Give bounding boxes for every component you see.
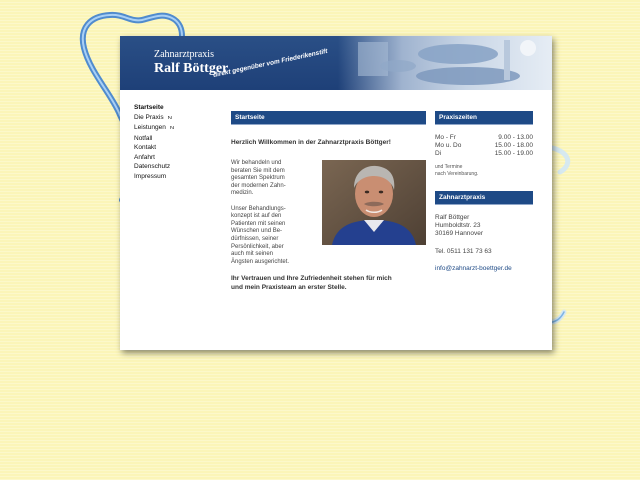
hours-day: Mo u. Do xyxy=(435,142,462,149)
nav-label: Impressum xyxy=(134,172,167,180)
closing-line: Ihr Vertrauen und Ihre Zufriedenheit stehen für mich xyxy=(231,275,392,282)
nav-label: Leistungen xyxy=(134,124,166,131)
main-content xyxy=(231,111,426,292)
dental-chair-photo xyxy=(338,36,552,90)
intro-line: gesamten Spektrum xyxy=(231,175,285,182)
intro-line: medizin. xyxy=(231,190,254,197)
contact-title-bar: Zahnarztpraxis xyxy=(435,191,533,205)
intro-line: konzept ist auf den xyxy=(231,213,282,220)
nav-item-kontakt[interactable] xyxy=(134,143,214,153)
brand-name: Ralf Böttger xyxy=(154,61,229,76)
hours-row xyxy=(435,150,533,158)
nav-label: Notfall xyxy=(134,134,153,142)
intro-section xyxy=(231,160,426,275)
phone-number: Tel. 0511 131 73 63 xyxy=(435,248,492,255)
nav-item-startseite[interactable] xyxy=(134,103,214,113)
hours-day: Mo - Fr xyxy=(435,134,456,141)
brand-subtitle: Zahnarztpraxis xyxy=(154,49,214,60)
hours-note-line: und Termine xyxy=(435,164,463,170)
hours-title-bar: Praxiszeiten xyxy=(435,111,533,125)
intro-spacer xyxy=(231,198,311,206)
nav-item-datenschutz[interactable] xyxy=(134,162,214,172)
address-line: Ralf Böttger xyxy=(435,214,470,221)
hours-row xyxy=(435,142,533,150)
address-gap xyxy=(435,238,533,248)
welcome-heading: Herzlich Willkommen in der Zahnarztpraxis Böttger! xyxy=(231,139,391,146)
opening-hours xyxy=(435,134,533,177)
intro-line: Wir behandeln und xyxy=(231,160,282,166)
hours-time: 15.00 - 18.00 xyxy=(494,142,533,149)
hours-time: 15.00 - 19.00 xyxy=(494,150,533,157)
intro-line: Wünschen und Be- xyxy=(231,228,283,235)
intro-line: dürfnissen, seiner xyxy=(231,235,279,242)
hours-note-line: nach Vereinbarung. xyxy=(435,170,479,177)
content-title-bar: Startseite xyxy=(231,111,426,125)
intro-line: Persönlichkeit, aber xyxy=(231,243,284,250)
hours-note xyxy=(435,164,533,177)
submenu-arrow-icon: N xyxy=(169,125,175,131)
address-line: Humboldtstr. 23 xyxy=(435,222,481,229)
site-header xyxy=(120,36,552,90)
intro-line: der modernen Zahn- xyxy=(231,182,286,189)
nav-item-notfall[interactable] xyxy=(134,134,214,144)
address-line: 30169 Hannover xyxy=(435,230,484,237)
page-container xyxy=(120,36,552,350)
nav-label: Die Praxis xyxy=(134,113,164,121)
hours-time: 9.00 - 13.00 xyxy=(498,134,533,141)
nav-label: Datenschutz xyxy=(134,163,171,170)
practice-address xyxy=(435,214,533,256)
nav-item-anfahrt[interactable] xyxy=(134,153,214,163)
portrait-photo xyxy=(322,160,426,245)
email-link[interactable]: info@zahnarzt-boettger.de xyxy=(435,265,512,272)
dentist-portrait xyxy=(322,160,426,245)
nav-item-impressum[interactable] xyxy=(134,172,214,182)
hours-day: Di xyxy=(435,150,442,157)
intro-line: Patienten mit seinen xyxy=(231,220,286,227)
sidebar-info xyxy=(435,111,533,272)
nav-item-leistungen[interactable] xyxy=(134,123,214,134)
intro-line: Ängsten ausgerichtet. xyxy=(231,258,290,265)
nav-label: Startseite xyxy=(134,104,164,111)
intro-line: beraten Sie mit dem xyxy=(231,167,285,174)
intro-text xyxy=(231,160,311,266)
main-navigation xyxy=(134,103,214,181)
header-photo xyxy=(338,36,552,90)
submenu-arrow-icon: N xyxy=(167,115,172,121)
intro-line: Unser Behandlungs- xyxy=(231,205,286,212)
closing-line: und mein Praxisteam an erster Stelle. xyxy=(231,283,347,291)
closing-statement xyxy=(231,275,426,292)
nav-label: Kontakt xyxy=(134,144,157,151)
hours-row xyxy=(435,134,533,142)
nav-item-die-praxis[interactable] xyxy=(134,113,214,124)
brand-tagline: direkt gegenüber vom Friederikenstift xyxy=(212,47,329,79)
intro-line: auch mit seinen xyxy=(231,251,274,258)
nav-label: Anfahrt xyxy=(134,153,155,161)
